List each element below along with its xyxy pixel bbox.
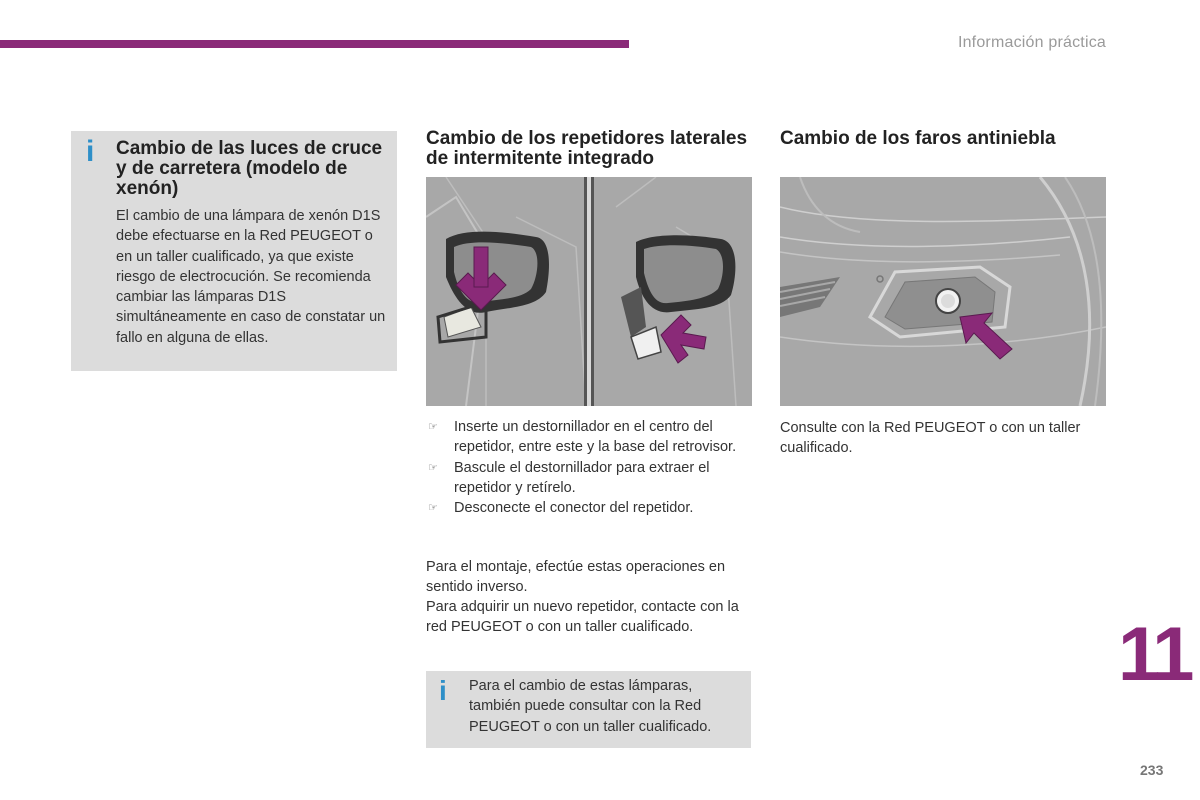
assembly-paragraph: Para el montaje, efectúe estas operaciones en sentido inverso. bbox=[426, 559, 726, 596]
page-number: 233 bbox=[1140, 762, 1164, 778]
bullet-icon: ☞ bbox=[428, 421, 438, 433]
repeaters-heading: Cambio de los repetidores laterales de intermitente integrado bbox=[426, 128, 748, 169]
list-item: ☞ Desconecte el conector del repetidor. bbox=[426, 498, 756, 518]
repeater-steps bbox=[426, 417, 756, 518]
list-item: ☞ Bascule el destornillador para extraer el repetidor y retírelo. bbox=[428, 459, 710, 496]
chapter-number: 11 bbox=[1118, 612, 1191, 697]
header-accent-bar bbox=[0, 40, 629, 48]
bullet-icon: ☞ bbox=[428, 461, 438, 474]
mirror-repeater-illustration bbox=[426, 177, 752, 406]
list-item: ☞ Inserte un destornillador en el centro del repetidor, entre este y la base del retrovisor. bbox=[428, 419, 737, 456]
xenon-heading: Cambio de las luces de cruce y de carretera (modelo de xenón) bbox=[116, 138, 383, 199]
fog-lamps-heading: Cambio de los faros antiniebla bbox=[780, 128, 1056, 149]
repeater-note-text: Para el cambio de estas lámparas, también puede consultar con la Red PEUGEOT o con un taller cualificado. bbox=[469, 678, 712, 735]
fog-lamps-body: Consulte con la Red PEUGEOT o con un taller cualificado. bbox=[780, 420, 1081, 457]
purchase-paragraph: Para adquirir un nuevo repetidor, contacte con la red PEUGEOT o con un taller cualificado. bbox=[426, 599, 739, 636]
info-icon: i bbox=[439, 675, 447, 706]
xenon-body: El cambio de una lámpara de xenón D1S debe efectuarse en la Red PEUGEOT o en un taller cualificado, ya que existe riesgo de electrocución. Se recomienda cambiar las lámparas D1S simultáneamente en caso de constatar un fallo en alguna de ellas. bbox=[116, 208, 386, 346]
fog-lamp-illustration bbox=[780, 177, 1106, 406]
info-icon: i bbox=[86, 135, 95, 168]
xenon-info-box bbox=[71, 131, 397, 371]
repeater-note-box bbox=[426, 671, 751, 748]
section-label: Información práctica bbox=[957, 34, 1106, 51]
bullet-icon: ☞ bbox=[428, 502, 438, 515]
